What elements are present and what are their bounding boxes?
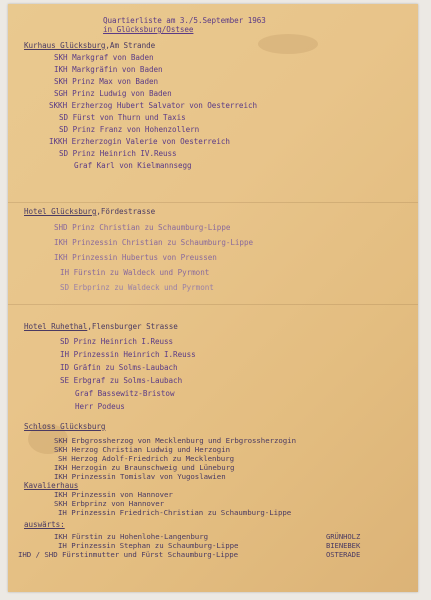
- guest-place: OSTERADE: [326, 550, 361, 559]
- guest-title: IHD / SHD: [18, 550, 58, 559]
- guest-title: SH: [58, 454, 67, 463]
- guest-place: GRÜNHOLZ: [326, 532, 361, 541]
- section-address: ,Flensburger Strasse: [87, 322, 178, 331]
- guest-title: IKH: [54, 65, 68, 74]
- guest-row: [60, 376, 182, 385]
- guest-name: Erzherzog Hubert Salvator von Oesterreich: [71, 101, 258, 110]
- section-title: Schloss Glücksburg: [24, 422, 106, 431]
- fold-crease: [8, 202, 418, 203]
- guest-title: SD: [60, 283, 70, 292]
- guest-row: [54, 490, 173, 499]
- guest-title: IKH: [54, 472, 68, 481]
- guest-row: [54, 436, 296, 445]
- guest-name: Prinzessin Heinrich I.Reuss: [73, 350, 196, 359]
- header-line-2: in Glücksburg/Ostsee: [103, 25, 194, 34]
- guest-name: Herzogin zu Braunschweig und Lüneburg: [71, 463, 235, 472]
- guest-name: Erbprinz von Hannover: [71, 499, 164, 508]
- guest-title: SD: [59, 149, 69, 158]
- guest-row: [54, 532, 208, 541]
- guest-name: Graf Karl von Kielmannsegg: [74, 161, 192, 170]
- guest-title: IKH: [54, 253, 68, 262]
- guest-name: Markgräfin von Baden: [72, 65, 163, 74]
- section-address: ,Fördestrasse: [96, 207, 156, 216]
- guest-row: [49, 101, 257, 110]
- guest-row: [49, 137, 230, 146]
- guest-title: SD: [59, 125, 69, 134]
- section-heading: [24, 322, 178, 331]
- guest-row: [60, 337, 173, 346]
- guest-title: SKH: [54, 499, 68, 508]
- guest-title: IKH: [54, 463, 68, 472]
- guest-row: [54, 472, 226, 481]
- guest-title: SE: [60, 376, 70, 385]
- guest-name: Erbprinz zu Waldeck und Pyrmont: [73, 283, 214, 292]
- guest-name: Prinz Ludwig von Baden: [72, 89, 172, 98]
- guest-name: Prinz Heinrich IV.Reuss: [72, 149, 177, 158]
- guest-row: [59, 125, 199, 134]
- guest-row: [60, 363, 178, 372]
- guest-name: Prinz Heinrich I.Reuss: [73, 337, 174, 346]
- guest-row: [18, 550, 238, 559]
- guest-name: Prinzessin von Hannover: [71, 490, 173, 499]
- guest-name: Fürstinmutter und Fürst Schaumburg-Lippe: [62, 550, 238, 559]
- section-title: auswärts:: [24, 520, 65, 529]
- guest-name: Prinz Christian zu Schaumburg-Lippe: [72, 223, 231, 232]
- guest-title: SKH: [54, 77, 68, 86]
- guest-row: [54, 53, 154, 62]
- section-title: Kurhaus Glücksburg: [24, 41, 106, 50]
- guest-name: Fürstin zu Hohenlohe-Langenburg: [71, 532, 208, 541]
- fold-crease: [8, 304, 418, 305]
- guest-name: Prinz Max von Baden: [72, 77, 159, 86]
- section-address: ,Am Strande: [105, 41, 156, 50]
- guest-row: [54, 499, 164, 508]
- document-page: [8, 4, 418, 592]
- guest-title: IKKH: [49, 137, 68, 146]
- guest-name: Fürst von Thurn und Taxis: [72, 113, 186, 122]
- guest-name: Fürstin zu Waldeck und Pyrmont: [73, 268, 210, 277]
- section-heading: [24, 41, 155, 50]
- guest-title: IKH: [54, 490, 68, 499]
- guest-title: IH: [60, 268, 70, 277]
- guest-title: SHD: [54, 223, 68, 232]
- guest-name: Erbgrossherzog von Mecklenburg und Erbgrossherzogin: [71, 436, 296, 445]
- guest-title: SKH: [54, 436, 68, 445]
- guest-row: [54, 77, 158, 86]
- guest-row: [59, 149, 177, 158]
- section-title: Hotel Ruhethal: [24, 322, 88, 331]
- section-title: Kavalierhaus: [24, 481, 79, 490]
- guest-row: [74, 161, 192, 170]
- guest-title: IH: [60, 350, 70, 359]
- guest-row: [58, 454, 234, 463]
- guest-row: [58, 541, 238, 550]
- guest-title: SD: [59, 113, 69, 122]
- guest-row: [60, 350, 196, 359]
- guest-name: Herzog Christian Ludwig und Herzogin: [71, 445, 230, 454]
- guest-title: IKH: [54, 238, 68, 247]
- guest-row: [54, 253, 217, 262]
- guest-name: Prinzessin Christian zu Schaumburg-Lippe: [72, 238, 253, 247]
- guest-name: Graf Bassewitz-Bristow: [75, 389, 175, 398]
- guest-row: [54, 238, 253, 247]
- guest-row: [54, 463, 234, 472]
- guest-place: BIENEBEK: [326, 541, 361, 550]
- guest-row: [54, 89, 172, 98]
- guest-title: IKH: [54, 532, 68, 541]
- guest-title: IH: [58, 508, 67, 517]
- section-heading: [24, 207, 155, 216]
- section-title: Hotel Glücksburg: [24, 207, 97, 216]
- guest-title: SKKH: [49, 101, 68, 110]
- guest-name: Prinz Franz von Hohenzollern: [72, 125, 200, 134]
- guest-row: [54, 445, 230, 454]
- guest-title: SGH: [54, 89, 68, 98]
- guest-row: [75, 389, 174, 398]
- guest-name: Erbgraf zu Solms-Laubach: [73, 376, 183, 385]
- guest-row: [58, 508, 291, 517]
- guest-title: IH: [58, 541, 67, 550]
- guest-title: ID: [60, 363, 70, 372]
- guest-row: [54, 223, 230, 232]
- guest-name: Prinzessin Hubertus von Preussen: [72, 253, 217, 262]
- guest-row: [60, 283, 214, 292]
- guest-name: Gräfin zu Solms-Laubach: [73, 363, 178, 372]
- guest-row: [54, 65, 163, 74]
- header-line-1: Quartierliste am 3./5.September 1963: [103, 16, 266, 25]
- guest-row: [59, 113, 186, 122]
- guest-title: SD: [60, 337, 70, 346]
- guest-name: Erzherzogin Valerie von Oesterreich: [71, 137, 230, 146]
- guest-row: [60, 268, 209, 277]
- guest-title: SKH: [54, 53, 68, 62]
- guest-row: [75, 402, 125, 411]
- guest-name: Markgraf von Baden: [72, 53, 154, 62]
- paper-stain: [258, 34, 318, 54]
- guest-name: Herzog Adolf-Friedrich zu Mecklenburg: [71, 454, 235, 463]
- guest-name: Prinzessin Stephan zu Schaumburg-Lippe: [71, 541, 239, 550]
- guest-name: Prinzessin Tomislav von Yugoslawien: [71, 472, 226, 481]
- guest-name: Prinzessin Friedrich-Christian zu Schaumburg-Lippe: [71, 508, 292, 517]
- guest-title: SKH: [54, 445, 68, 454]
- guest-name: Herr Podeus: [75, 402, 125, 411]
